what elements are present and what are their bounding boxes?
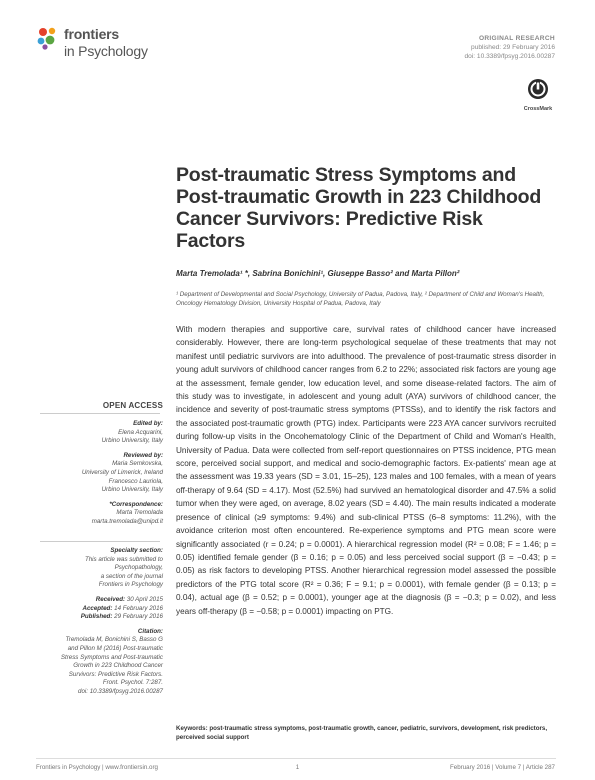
journal-name-line2: in Psychology: [64, 43, 148, 59]
published-label: Published:: [80, 613, 113, 621]
citation-line: Growth in 223 Childhood Cancer: [73, 662, 163, 670]
specialty-line: a section of the journal: [100, 572, 163, 580]
author-list: Marta Tremolada¹ *, Sabrina Bonichini¹, Giuseppe Basso² and Marta Pillon²: [176, 269, 460, 278]
correspondence-email[interactable]: marta.tremolada@unipd.it: [91, 517, 163, 525]
crossmark-icon: [527, 78, 549, 100]
journal-logo[interactable]: [36, 24, 176, 64]
correspondence-label: *Correspondence:: [109, 500, 163, 508]
edited-by-label: Edited by:: [133, 420, 163, 427]
article-type: ORIGINAL RESEARCH: [478, 35, 555, 42]
specialty-line: This article was submitted to: [84, 555, 163, 563]
page-number: 1: [295, 764, 300, 771]
citation-line: Survivors: Predictive Risk Factors.: [68, 670, 163, 678]
affiliations: ¹ Department of Developmental and Social Psychology, University of Padua, Padova, Italy, ² Department of Child and Woman's Health, Oncology Hematology Division, University Hospital of Padua, Padova, Italy: [176, 291, 545, 307]
specialty-label: Specialty section:: [110, 547, 163, 554]
keywords-text: post-traumatic stress symptoms, post-traumatic growth, cancer, pediatric, survivors, development, risk predictors, perceived social support: [176, 725, 548, 741]
abstract-text: With modern therapies and supportive care, survival rates of childhood cancer have increased considerably. However, there are long-term psychological sequelae of these treatments that may not manifest until pediatric survivors are into adulthood. The prevalence of post-traumatic stress disorder in young adult survivors of childhood cancer ranges from 6.2 to 22%; associated risk factors are young age at the assessment, female gender, low education level, and some disease-related factors. The aim of this study was to investigate, in adolescent and young adult (AYA) survivors of childhood cancer, the incidence and severity of post-traumatic stress symptoms (PTSSs), and to identify the risk factors and the associated post-traumatic growth (PTG) index. Participants were 223 AYA cancer survivors recruited during follow-up visits in the Oncohematology Clinic of the Department of Child and Woman's Health, University of Padua. Data were collected from self-report questionnaires on PTSS incidence, PTG mean score, perceived social support, and medical and socio-demographic factors. Ex-patients' mean age at the assessment was 19.33 years (SD = 3.01, 15–25), 123 males and 100 females, with a mean of years off-therapy of 9.64 (SD = 4.17). Most (52.5%) had survived an hematological disorder and 47.5% a solid tumor when they were aged, on average, 8.02 years (SD = 4.40). The main results indicated a moderate presence of clinical (≥9 symptoms: 9.4%) and sub-clinical PTSS (6–8 symptoms: 11.2%), with the avoidance criterion most often encountered. Re-experience symptoms and PTG mean score were significantly associated (r = 0.24; p = 0.0001). A hierarchical regression model (R² = 0.08; F = 1.46; p = 0.05) identified female gender (β = 0.16; p = 0.05) and less perceived social support (β = −0.43; p = 0.05) as risk factors to developing PTSS. Another hierarchical regression model assessed the possible predictors of the PTG total score (R² = 0.36; F = 9.1; p = 0.0001), with female gender (β = 0.13; p = 0.04), actual age (β = 0.52; p = 0.0001), younger age at the diagnosis (β = −0.3; p = 0.02), and less years off-therapy (β = −0.58; p = 0.0001) impacting on PTG.: [176, 325, 556, 616]
published-date: published: 29 February 2016: [471, 44, 555, 51]
reviewer-1-affiliation: University of Limerick, Ireland: [81, 468, 163, 476]
published-date-side: Published: 29 February 2016: [80, 613, 163, 621]
article-title: Post-traumatic Stress Symptoms and Post-traumatic Growth in 223 Childhood Cancer Survivors: Predictive Risk Factors: [176, 164, 542, 252]
keywords: [176, 724, 566, 742]
correspondence-name: Marta Tremolada: [116, 509, 163, 517]
sidebar-section-info: [61, 547, 163, 697]
footer-issue-info: February 2016 | Volume 7 | Article 287: [449, 764, 555, 771]
journal-name-line1: frontiers: [64, 26, 119, 42]
footer-divider: [36, 758, 556, 759]
editor-name: Elena Acquarini,: [118, 428, 163, 436]
accepted-label: Accepted:: [82, 604, 113, 612]
editor-affiliation: Urbino University, Italy: [101, 437, 163, 445]
specialty-line: Frontiers in Psychology: [98, 581, 163, 589]
open-access-label: OPEN ACCESS: [102, 401, 163, 410]
crossmark-label: CrossMark: [523, 106, 553, 112]
specialty-line: Psychopathology,: [114, 564, 163, 572]
article-meta-header: [464, 34, 555, 61]
frontiers-logo-icon: [36, 26, 60, 50]
footer-journal-link[interactable]: Frontiers in Psychology | www.frontiersin.org: [36, 764, 158, 771]
received-date: Received: 30 April 2015: [95, 595, 163, 603]
citation-line: Front. Psychol. 7:287.: [102, 679, 163, 687]
citation-line: Stress Symptoms and Post-traumatic: [60, 653, 163, 661]
crossmark-badge[interactable]: [521, 78, 555, 112]
citation-line: Tremolada M, Bonichini S, Basso G: [65, 636, 163, 644]
reviewed-by-label: Reviewed by:: [123, 451, 163, 459]
sidebar-divider: [40, 413, 160, 414]
article-doi[interactable]: doi: 10.3389/fpsyg.2016.00287: [464, 53, 555, 60]
citation-label: Citation:: [137, 627, 163, 635]
citation-line: and Pillon M (2016) Post-traumatic: [67, 644, 163, 652]
citation-doi[interactable]: doi: 10.3389/fpsyg.2016.00287: [78, 687, 163, 695]
received-label: Received:: [95, 595, 126, 603]
keywords-label: Keywords:: [176, 725, 208, 732]
accepted-date: Accepted: 14 February 2016: [82, 604, 163, 612]
sidebar-details: [82, 420, 163, 527]
reviewer-2-name: Francesco Lauriola,: [108, 477, 163, 485]
sidebar-divider: [40, 541, 160, 542]
reviewer-2-affiliation: Urbino University, Italy: [101, 486, 163, 494]
reviewer-1-name: Maria Semkovska,: [112, 460, 163, 468]
